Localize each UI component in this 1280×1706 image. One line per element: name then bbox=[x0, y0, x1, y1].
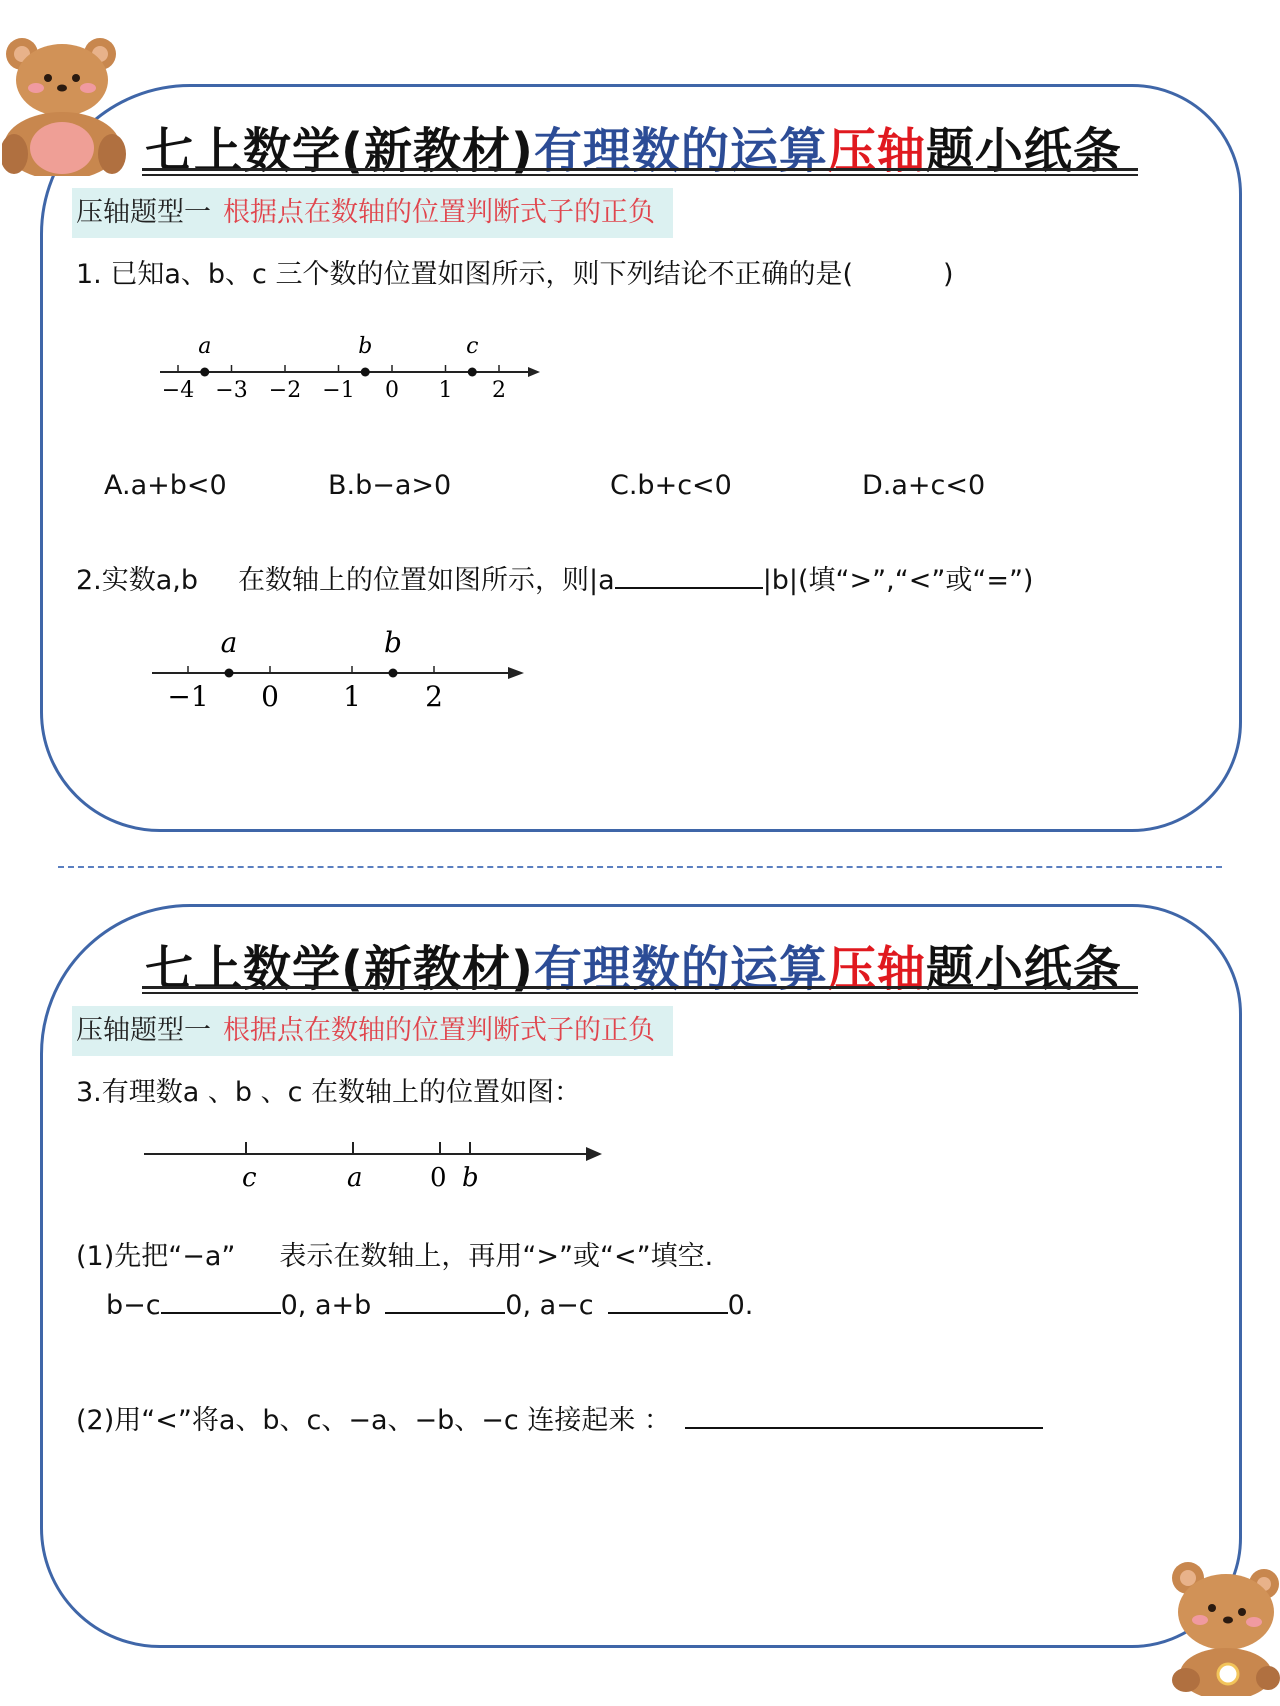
part-1-instruction: 表示在数轴上，再用“>”或“<”填空. bbox=[279, 1241, 714, 1272]
axis-arrow bbox=[586, 1147, 602, 1161]
fill-expr-a-plus-b: 0, a+b bbox=[280, 1290, 372, 1321]
point-label-a: a bbox=[198, 334, 212, 359]
answer-blank-order[interactable] bbox=[685, 1405, 1043, 1429]
question-1-close-paren: ) bbox=[943, 259, 954, 290]
bear-waving-icon bbox=[1168, 1556, 1280, 1696]
axis-ticks bbox=[178, 365, 499, 372]
option-d[interactable]: D.a+c<0 bbox=[862, 470, 986, 501]
number-line-3 bbox=[140, 1130, 610, 1200]
label-zero: 0 bbox=[430, 1163, 447, 1193]
question-3-text: 3.有理数a 、b 、c 在数轴上的位置如图： bbox=[76, 1077, 582, 1108]
axis-tick-labels bbox=[162, 378, 506, 403]
option-b[interactable]: B.b−a>0 bbox=[328, 470, 452, 501]
option-c[interactable]: C.b+c<0 bbox=[610, 470, 732, 501]
question-3-part-2 bbox=[76, 1398, 1043, 1437]
tick-label: −3 bbox=[215, 378, 248, 403]
title-underline bbox=[142, 168, 1138, 171]
question-type-tag-2 bbox=[72, 1006, 673, 1056]
number-line-1 bbox=[150, 330, 540, 410]
axis-arrow bbox=[508, 667, 524, 679]
answer-blank-2[interactable] bbox=[385, 1290, 505, 1314]
title-part-black-end: 题小纸条 bbox=[925, 123, 1122, 179]
tag-label: 压轴题型一 bbox=[76, 1015, 211, 1046]
fill-expr-b-minus-c: b−c bbox=[106, 1290, 161, 1321]
title-underline-secondary bbox=[142, 992, 1138, 994]
question-2-text bbox=[76, 558, 1033, 597]
tick-label: 2 bbox=[425, 680, 443, 713]
point-c bbox=[468, 368, 477, 377]
label-b: b bbox=[462, 1163, 479, 1193]
tick-label: 1 bbox=[343, 680, 361, 713]
tag-label: 压轴题型一 bbox=[76, 197, 211, 228]
fill-expr-end: 0. bbox=[727, 1290, 754, 1321]
tick-label: 2 bbox=[492, 378, 506, 403]
title-part-blue: 有理数的运算 bbox=[533, 123, 828, 179]
option-a[interactable]: A.a+b<0 bbox=[104, 470, 227, 501]
axis-tick-labels bbox=[167, 680, 443, 713]
title-part-red: 压轴 bbox=[827, 941, 926, 997]
point-b bbox=[389, 669, 398, 678]
title-part-black: 七上数学(新教材) bbox=[145, 941, 534, 997]
title-part-black-end: 题小纸条 bbox=[925, 941, 1122, 997]
section-divider bbox=[58, 866, 1222, 868]
answer-blank-3[interactable] bbox=[608, 1290, 728, 1314]
title-part-black: 七上数学(新教材) bbox=[145, 123, 534, 179]
question-3-part-1 bbox=[76, 1234, 713, 1273]
point-b bbox=[361, 368, 370, 377]
title-underline bbox=[142, 986, 1138, 989]
tick-label: −1 bbox=[167, 680, 209, 713]
point-a bbox=[225, 669, 234, 678]
point-a bbox=[200, 368, 209, 377]
label-a: a bbox=[347, 1163, 363, 1193]
label-c: c bbox=[242, 1163, 257, 1193]
question-1-stem: 1. 已知a、b、c 三个数的位置如图所示，则下列结论不正确的是( bbox=[76, 259, 853, 290]
question-1-text bbox=[76, 252, 954, 291]
title-underline-secondary bbox=[142, 174, 1138, 176]
answer-blank-1[interactable] bbox=[161, 1290, 281, 1314]
question-2-tail: |b|(填“>”,“<”或“=”) bbox=[762, 565, 1034, 596]
tick-label: 0 bbox=[261, 680, 279, 713]
tag-value: 根据点在数轴的位置判断式子的正负 bbox=[223, 1015, 655, 1046]
tick-label: −4 bbox=[161, 378, 195, 403]
question-type-tag-1 bbox=[72, 188, 673, 238]
number-line-2 bbox=[150, 630, 530, 720]
question-2-stem: 在数轴上的位置如图所示，则|a bbox=[238, 565, 615, 596]
question-2-lead: 2.实数a,b bbox=[76, 565, 199, 596]
tick-label: −1 bbox=[322, 378, 355, 403]
point-label-b: b bbox=[358, 334, 373, 359]
axis-arrow bbox=[528, 367, 540, 377]
part-1-lead: (1)先把“−a” bbox=[76, 1241, 236, 1272]
point-label-c: c bbox=[466, 334, 479, 359]
tick-label: 0 bbox=[385, 378, 399, 403]
part-2-instruction: (2)用“<”将a、b、c、−a、−b、−c 连接起来 ： bbox=[76, 1405, 671, 1436]
title-part-blue: 有理数的运算 bbox=[533, 941, 828, 997]
point-label-b: b bbox=[384, 630, 402, 659]
title-part-red: 压轴 bbox=[827, 123, 926, 179]
tick-label: 1 bbox=[438, 378, 453, 403]
tick-label: −2 bbox=[268, 378, 302, 403]
axis-points bbox=[221, 630, 402, 678]
bear-sticker-icon bbox=[2, 36, 130, 176]
fill-expr-a-minus-c: 0, a−c bbox=[505, 1290, 594, 1321]
tag-value: 根据点在数轴的位置判断式子的正负 bbox=[223, 197, 655, 228]
point-label-a: a bbox=[220, 630, 238, 659]
question-3-fill-row bbox=[106, 1290, 753, 1321]
answer-blank-q2[interactable] bbox=[615, 565, 763, 589]
